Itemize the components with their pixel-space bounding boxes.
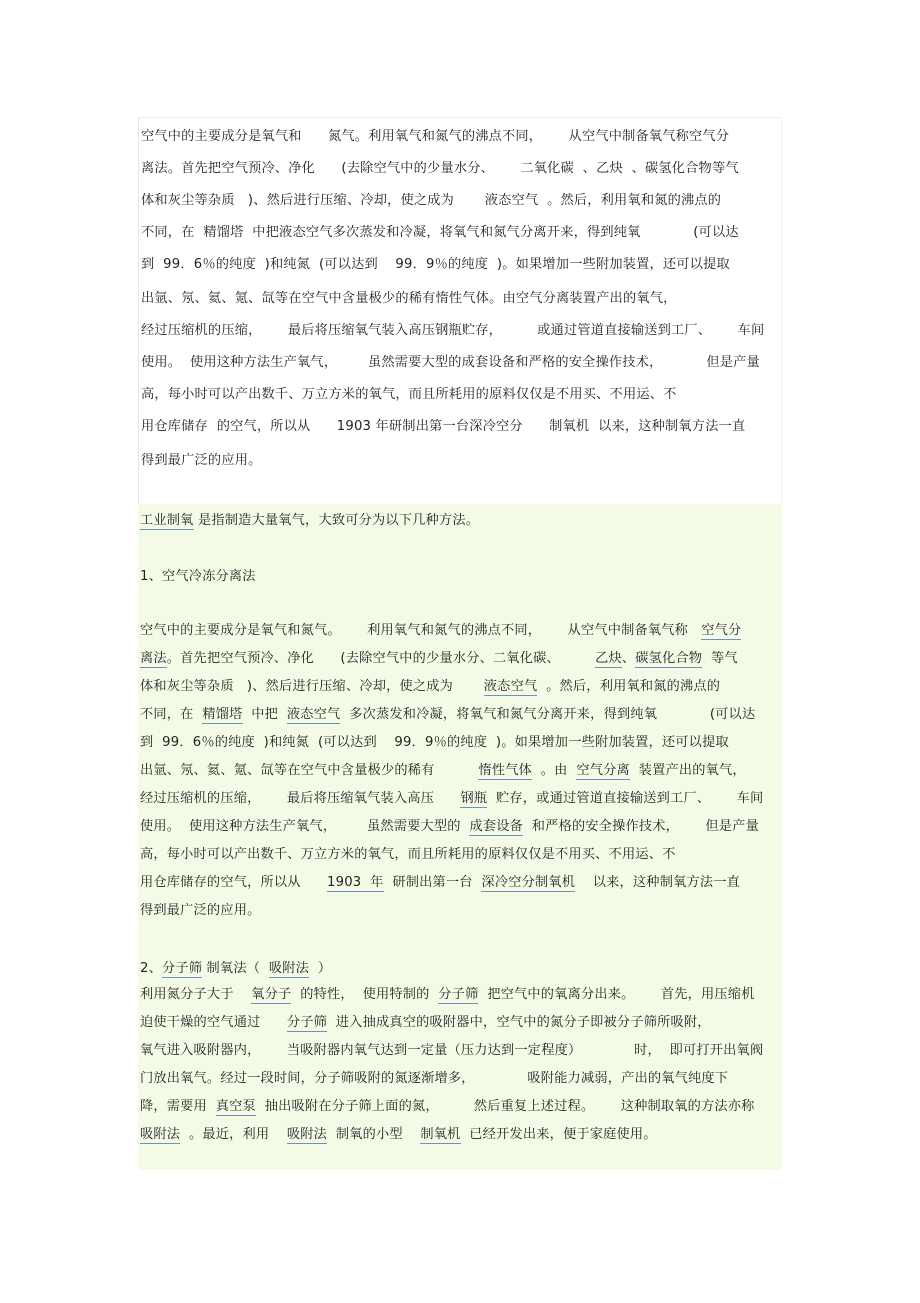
top-line: 空气中的主要成分是氧气和 氮气。利用氧气和氮气的沸点不同， 从空气中制备氧气称空气分 [141,129,730,144]
para1-line: 出氩、氖、氦、氪、氙等在空气中含量极少的稀有 惰性气体 。由 空气分离 装置产出的氧气， [140,763,746,778]
link-rectifying-tower[interactable]: 精馏塔 [202,707,243,722]
link-molecular-sieve[interactable]: 分子筛 [161,961,203,976]
para1-line: 使用。 使用这种方法生产氧气， 虽然需要大型的 成套设备 和严格的安全操作技术， 但是产量 [140,819,759,834]
para1-line: 用仓库储存的空气，所以从 1903 年 研制出第一台 深冷空分制氧机 以来，这种制氧方法一直 [140,875,741,890]
link-air-separation[interactable]: 离法 [140,651,167,666]
para1-line: 高，每小时可以产出数千、万立方米的氧气，而且所耗用的原料仅仅是不用买、不用运、不 [140,847,676,862]
link-adsorption-method[interactable]: 吸附法 [286,1127,328,1142]
para2-line: 门放出氧气。经过一段时间，分子筛吸附的氮逐渐增多， 吸附能力减弱，产出的氧气纯度下 [140,1071,729,1086]
link-acetylene[interactable]: 乙炔 [595,651,622,666]
link-molecular-sieve[interactable]: 分子筛 [438,987,479,1002]
heading-molecular-sieve: 2、分子筛 制氧法（ 吸附法 ） [140,961,332,976]
para1-line: 得到最广泛的应用。 [140,903,261,918]
top-line: 用仓库储存 的空气，所以从 1903 年研制出第一台深冷空分 制氧机 以来，这种制氧方法一直 [141,419,746,434]
link-hydrocarbon[interactable]: 碳氢化合物 [635,651,703,666]
top-line: 高，每小时可以产出数千、万立方米的氧气，而且所耗用的原料仅仅是不用买、不用运、不 [141,387,677,402]
top-line: 经过压缩机的压缩， 最后将压缩氧气装入高压钢瓶贮存， 或通过管道直接输送到工厂、 车间 [141,323,765,338]
link-cryogenic-oxygen-plant[interactable]: 深冷空分制氧机 [481,875,576,890]
top-text-block [138,117,782,504]
link-inert-gas[interactable]: 惰性气体 [478,763,533,778]
link-oxygen-generator[interactable]: 制氧机 [420,1127,461,1142]
top-line: 不同，在 精馏塔 中把液态空气多次蒸发和冷凝，将氧气和氮气分离开来，得到纯氧 (可以达 [141,225,739,240]
green-text-block [138,504,782,1170]
link-air-separation-unit[interactable]: 空气分离 [576,763,630,778]
link-adsorption-method[interactable]: 吸附法 [140,1127,181,1142]
link-steel-cylinder[interactable]: 钢瓶 [460,791,488,806]
top-line: 到 99．6％的纯度 )和纯氮 (可以达到 99．9％的纯度 )。如果增加一些附加装置，还可以提取 [141,257,730,272]
para1-line: 到 99．6％的纯度 )和纯氮 (可以达到 99．9％的纯度 )。如果增加一些附加装置，还可以提取 [140,735,729,750]
top-line: 离法。首先把空气预冷、净化 (去除空气中的少量水分、 二氧化碳 、乙炔 、碳氢化合物等气 [141,161,739,176]
para1-line: 体和灰尘等杂质 )、然后进行压缩、冷却，使之成为 液态空气 。然后，利用氧和氮的沸点的 [140,679,721,694]
para1-line: 空气中的主要成分是氧气和氮气。 利用氧气和氮气的沸点不同， 从空气中制备氧气称 空气分 [140,623,742,638]
top-line: 使用。 使用这种方法生产氧气， 虽然需要大型的成套设备和严格的安全操作技术， 但是产量 [141,355,760,370]
para1-line: 不同，在 精馏塔 中把 液态空气 多次蒸发和冷凝，将氧气和氮气分离开来，得到纯氧 (可以达 [140,707,756,722]
para2-line: 降，需要用 真空泵 抽出吸附在分子筛上面的氮， 然后重复上述过程。 这种制取氧的方法亦称 [140,1099,755,1114]
para2-line: 氧气进入吸附器内， 当吸附器内氧气达到一定量（压力达到一定程度） 时， 即可打开出氧阀 [140,1043,764,1058]
para2-line: 迫使干燥的空气通过 分子筛 进入抽成真空的吸附器中，空气中的氮分子即被分子筛所吸附， [140,1015,711,1030]
para1-line: 经过压缩机的压缩， 最后将压缩氧气装入高压 钢瓶 贮存，或通过管道直接输送到工厂、 车间 [140,791,764,806]
top-line: 出氩、氖、氦、氪、氙等在空气中含量极少的稀有惰性气体。由空气分离装置产出的氧气， [141,291,677,306]
link-liquid-air[interactable]: 液态空气 [286,707,341,722]
intro-line: 工业制氧 是指制造大量氧气，大致可分为以下几种方法。 [140,513,480,528]
link-1903[interactable]: 1903 年 [327,875,384,890]
link-complete-equipment[interactable]: 成套设备 [469,819,524,834]
para2-line: 利用氮分子大于 氧分子 的特性， 使用特制的 分子筛 把空气中的氧离分出来。 首先，用压缩机 [140,987,755,1002]
link-air-separation[interactable]: 空气分 [701,623,742,638]
link-vacuum-pump[interactable]: 真空泵 [215,1099,256,1114]
para1-line: 离法。首先把空气预冷、净化 (去除空气中的少量水分、二氧化碳、 乙炔、碳氢化合物 等气 [140,651,738,666]
top-line: 得到最广泛的应用。 [141,453,262,468]
top-line: 体和灰尘等杂质 )、然后进行压缩、冷却，使之成为 液态空气 。然后，利用氧和氮的沸点的 [141,193,722,208]
para2-line: 吸附法 。最近，利用 吸附法 制氧的小型 制氧机 已经开发出来，便于家庭使用。 [140,1127,657,1142]
link-liquid-air[interactable]: 液态空气 [483,679,538,694]
link-molecular-sieve[interactable]: 分子筛 [286,1015,328,1030]
heading-air-separation: 1、空气冷冻分离法 [140,569,256,584]
link-oxygen-molecule[interactable]: 氧分子 [251,987,292,1002]
link-adsorption-method[interactable]: 吸附法 [268,961,310,976]
link-industrial-oxygen[interactable]: 工业制氧 [140,513,194,528]
